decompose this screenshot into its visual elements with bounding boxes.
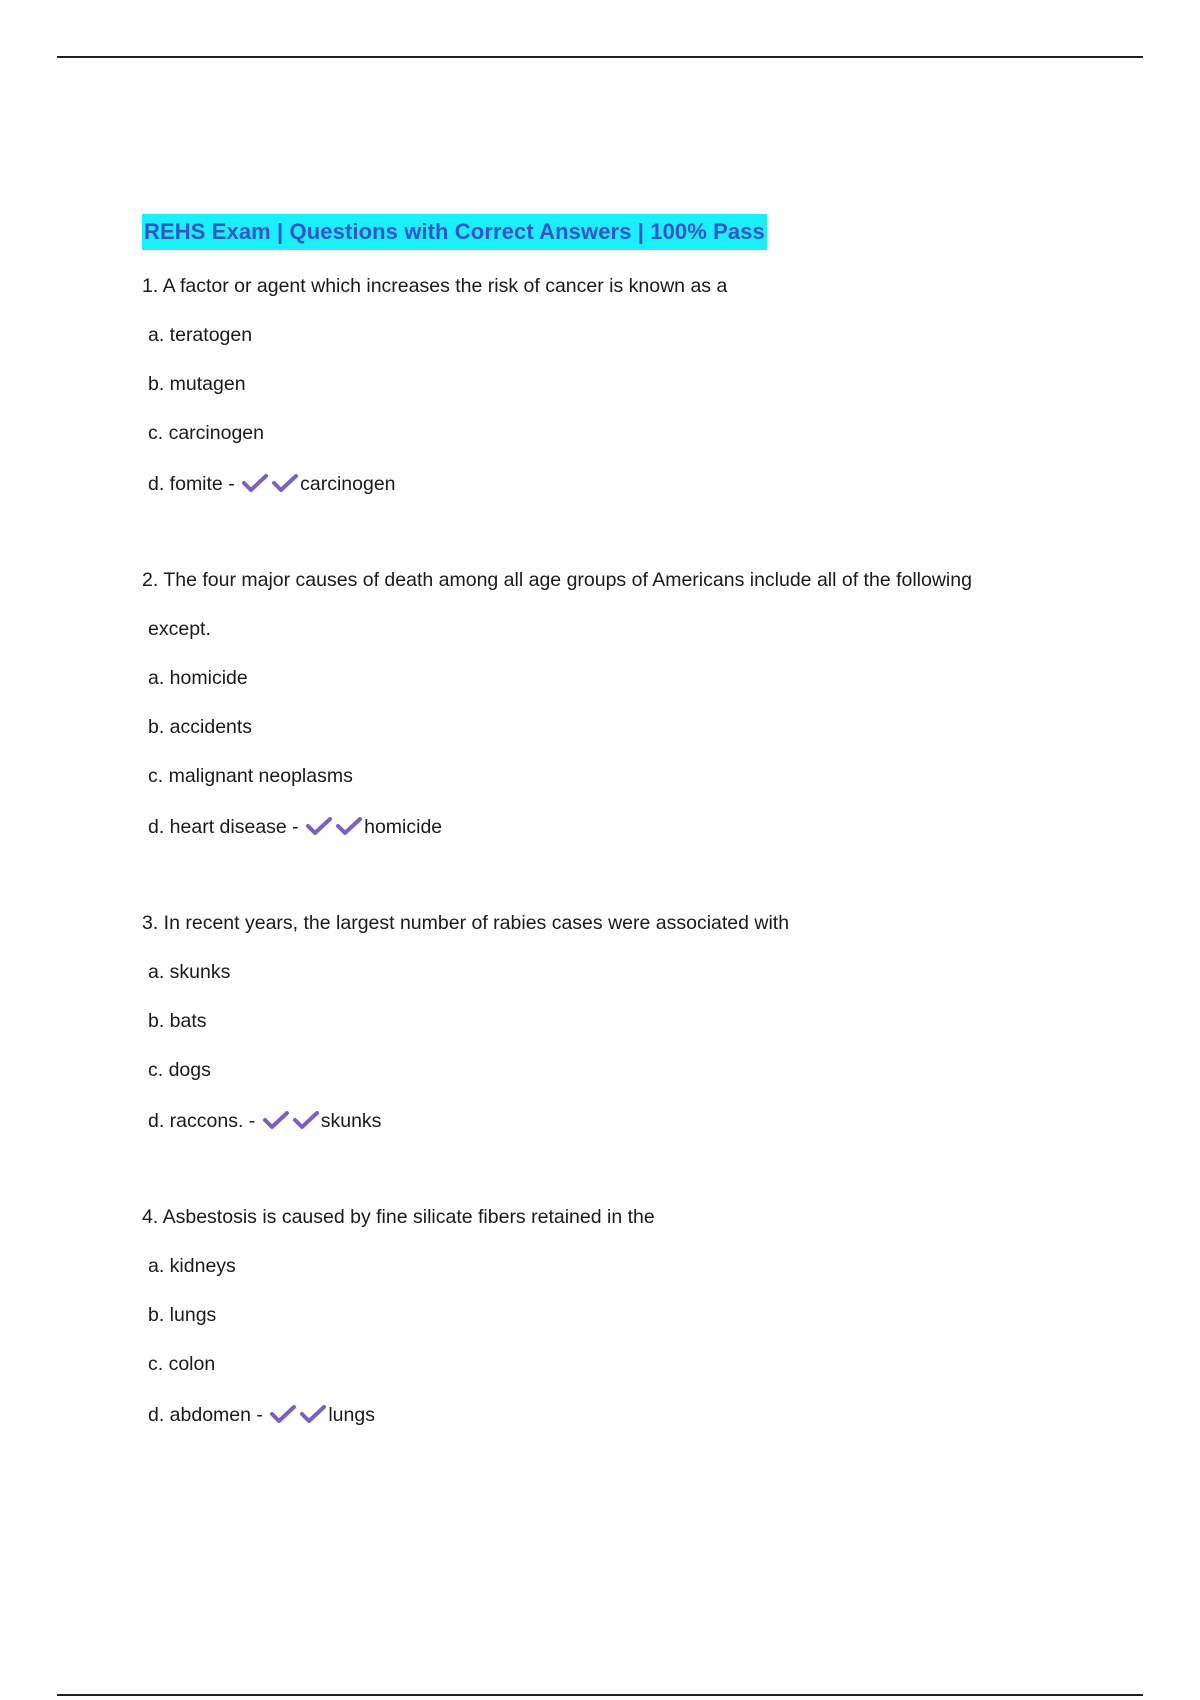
checkmark-icon xyxy=(305,815,333,837)
question-1 xyxy=(142,262,1102,510)
checkmark-icon xyxy=(299,1403,327,1425)
spacer xyxy=(142,1147,1102,1193)
option-d-with-answer xyxy=(142,1389,1102,1441)
question-stem-text: 2. The four major causes of death among all age groups of Americans include all of the following xyxy=(142,569,972,591)
question-stem-continuation: except. xyxy=(148,618,211,640)
option-a: a. homicide xyxy=(148,667,248,689)
option-a: a. skunks xyxy=(148,961,231,983)
question-4 xyxy=(142,1193,1102,1441)
document-title: REHS Exam | Questions with Correct Answers | 100% Pass xyxy=(142,214,767,250)
question-stem xyxy=(142,899,1102,948)
option-d-with-answer xyxy=(142,458,1102,510)
checkmark-icon xyxy=(269,1403,297,1425)
option-a: a. kidneys xyxy=(148,1255,236,1277)
question-2 xyxy=(142,556,1102,853)
checkmark-icon xyxy=(241,472,269,494)
option-c: c. malignant neoplasms xyxy=(148,765,353,787)
bottom-rule xyxy=(57,1694,1143,1696)
question-stem-text: 4. Asbestosis is caused by fine silicate fibers retained in the xyxy=(142,1206,655,1228)
spacer xyxy=(142,510,1102,556)
spacer xyxy=(142,853,1102,899)
option-b: b. accidents xyxy=(148,716,253,738)
correct-answer: lungs xyxy=(328,1404,375,1426)
question-stem-text: 3. In recent years, the largest number of rabies cases were associated with xyxy=(142,912,790,934)
checkmark-icon xyxy=(262,1109,290,1131)
question-stem xyxy=(142,262,1102,311)
title-row xyxy=(142,214,1102,250)
top-rule xyxy=(57,56,1143,58)
question-stem xyxy=(142,1193,1102,1242)
option-c: c. colon xyxy=(148,1353,216,1375)
option-d: d. abdomen - xyxy=(148,1404,263,1426)
option-b: b. mutagen xyxy=(148,373,246,395)
correct-answer: carcinogen xyxy=(300,473,396,495)
option-d: d. heart disease - xyxy=(148,816,299,838)
correct-answer: homicide xyxy=(364,816,443,838)
option-d: d. raccons. - xyxy=(148,1110,256,1132)
option-c: c. carcinogen xyxy=(148,422,264,444)
question-stem xyxy=(142,556,1102,654)
checkmark-icon xyxy=(335,815,363,837)
checkmark-icon xyxy=(292,1109,320,1131)
checkmark-icon xyxy=(271,472,299,494)
option-b: b. lungs xyxy=(148,1304,217,1326)
document-body xyxy=(142,214,1102,1441)
question-stem-text: 1. A factor or agent which increases the risk of cancer is known as a xyxy=(142,275,728,297)
option-d: d. fomite - xyxy=(148,473,235,495)
correct-answer: skunks xyxy=(320,1110,382,1132)
option-b: b. bats xyxy=(148,1010,207,1032)
question-3 xyxy=(142,899,1102,1147)
option-d-with-answer xyxy=(142,801,1102,853)
option-c: c. dogs xyxy=(148,1059,211,1081)
option-d-with-answer xyxy=(142,1095,1102,1147)
option-a: a. teratogen xyxy=(148,324,253,346)
